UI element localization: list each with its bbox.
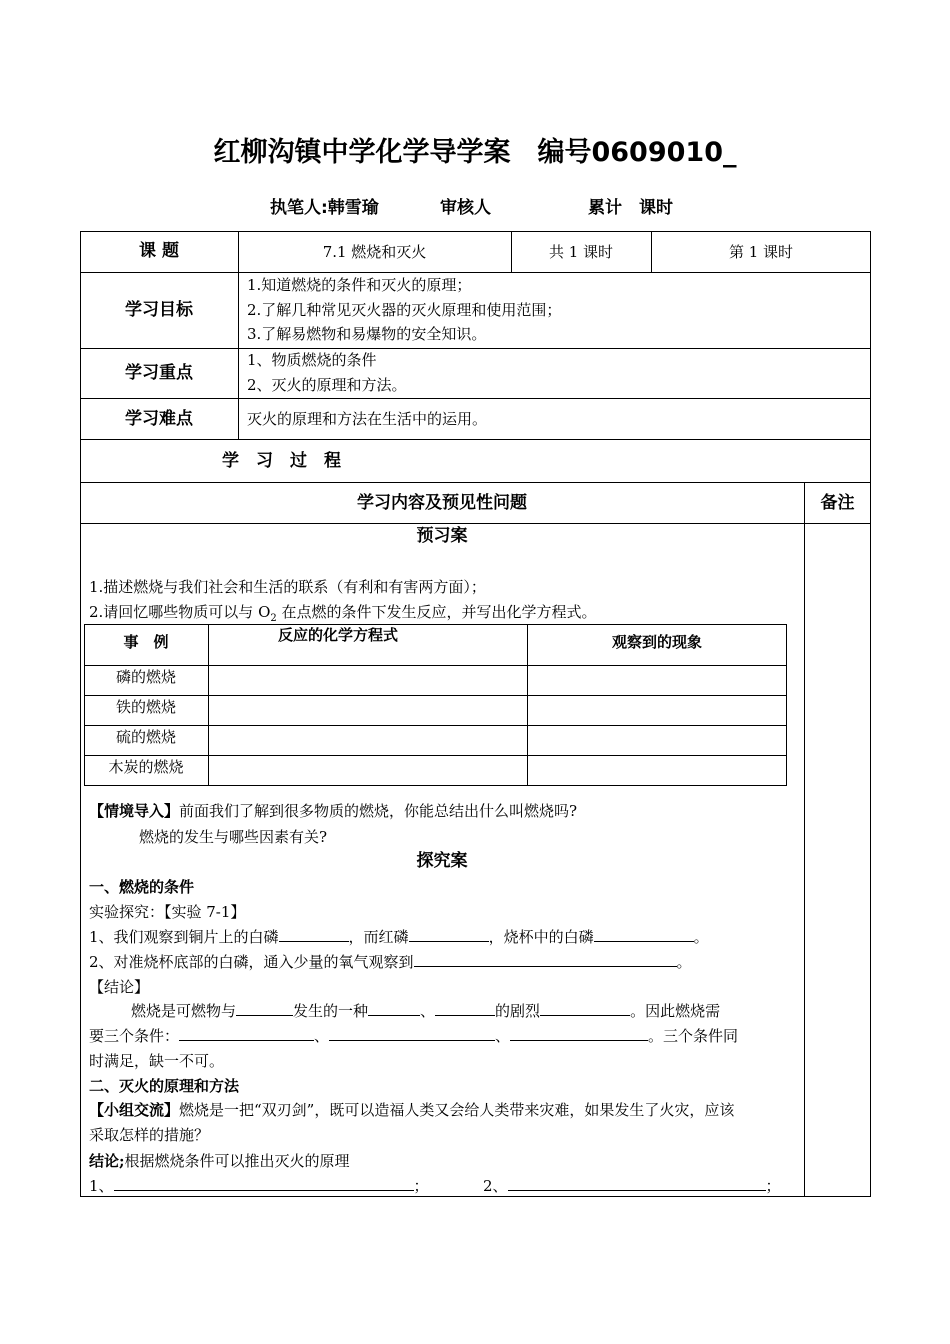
reviewer: 审核人 <box>440 198 491 218</box>
observation-line-1 <box>89 926 709 947</box>
reaction-col-divider <box>208 624 209 786</box>
text: ； <box>413 1177 429 1195</box>
page-title: 红柳沟镇中学化学导学案 编号0609010_ <box>213 137 737 168</box>
q2-text-a: 2.请回忆哪些物质可以与 O <box>89 603 271 621</box>
col-divider <box>804 482 805 1197</box>
text: 发生的一种 <box>293 1002 369 1020</box>
conclusion-label: 【结论】 <box>89 978 150 996</box>
q2-text-b: 在点燃的条件下发生反应，并写出化学方程式。 <box>276 603 597 621</box>
reaction-header-equation: 反应的化学方程式 <box>277 626 398 644</box>
reaction-row-label: 硫的燃烧 <box>115 728 176 746</box>
text: 。 <box>676 953 692 971</box>
conclusion-line-1 <box>131 1000 720 1021</box>
result-text: 根据燃烧条件可以推出灭火的原理 <box>124 1152 350 1170</box>
focus-item: 1、物质燃烧的条件 <box>247 351 377 369</box>
group-text: 燃烧是一把“双刃剑”，既可以造福人类又会给人类带来灾难，如果发生了火灾，应该 <box>179 1101 735 1119</box>
row-divider <box>80 482 871 483</box>
text: 燃烧是可燃物与 <box>131 1002 237 1020</box>
text: ； <box>765 1177 781 1195</box>
process-label: 学 习 过 程 <box>222 451 341 471</box>
answer-blank[interactable] <box>279 927 349 942</box>
text: 的剧烈 <box>495 1002 541 1020</box>
intro-text: 前面我们了解到很多物质的燃烧，你能总结出什么叫燃烧吗? <box>179 802 578 820</box>
answer-blank[interactable] <box>409 927 489 942</box>
topic-value: 7.1 燃烧和灭火 <box>322 243 427 261</box>
row-divider <box>80 398 871 399</box>
q2-subscript: 2 <box>270 613 277 624</box>
text: 、 <box>420 1002 436 1020</box>
result-line <box>89 1150 350 1171</box>
intro-label: 【情境导入】 <box>89 802 180 820</box>
row-divider <box>80 272 871 273</box>
text: 。三个条件同 <box>648 1027 739 1045</box>
section-1-heading: 一、燃烧的条件 <box>89 878 195 896</box>
text: 2、对准烧杯底部的白磷，通入少量的氧气观察到 <box>89 953 414 971</box>
answer-blank[interactable] <box>510 1026 648 1041</box>
explore-title: 探究案 <box>416 851 468 871</box>
text: 。 <box>693 928 709 946</box>
principle-line <box>89 1175 429 1196</box>
topic-label: 课 题 <box>139 241 179 261</box>
observation-line-2 <box>89 951 692 972</box>
author: 执笔人:韩雪瑜 <box>270 198 379 218</box>
goal-item: 2.了解几种常见灭火器的灭火原理和使用范围； <box>247 301 562 319</box>
preview-question-1: 1.描述燃烧与我们社会和生活的联系（有利和有害两方面）； <box>89 578 486 596</box>
intro-line-2: 燃烧的发生与哪些因素有关? <box>139 828 328 846</box>
reaction-header-observation: 观察到的现象 <box>611 633 702 651</box>
group-discussion-line <box>89 1099 734 1120</box>
group-discussion-line-2: 采取怎样的措施？ <box>89 1126 210 1144</box>
current-period: 第 1 课时 <box>728 243 794 261</box>
answer-blank[interactable] <box>508 1176 766 1191</box>
text: 1、 <box>89 1177 114 1195</box>
answer-blank[interactable] <box>594 927 694 942</box>
text: 2、 <box>483 1177 508 1195</box>
difficulty-label: 学习难点 <box>125 409 193 429</box>
answer-blank[interactable] <box>179 1026 314 1041</box>
preview-question-2 <box>89 601 597 624</box>
answer-blank[interactable] <box>329 1026 495 1041</box>
total-periods-label: 累计 课时 <box>588 198 673 218</box>
reaction-row-label: 铁的燃烧 <box>115 698 176 716</box>
row-divider <box>80 348 871 349</box>
reaction-row-label: 木炭的燃烧 <box>108 758 184 776</box>
focus-item: 2、灭火的原理和方法。 <box>247 376 407 394</box>
experiment-label: 实验探究：【实验 7-1】 <box>89 903 246 921</box>
answer-blank[interactable] <box>435 1001 495 1016</box>
answer-blank[interactable] <box>114 1176 414 1191</box>
conclusion-line-3: 时满足，缺一不可。 <box>89 1052 225 1070</box>
text: ，烧杯中的白磷 <box>488 928 594 946</box>
answer-blank[interactable] <box>540 1001 630 1016</box>
text: 、 <box>495 1027 511 1045</box>
result-label: 结论; <box>89 1152 125 1170</box>
principle-line-2 <box>483 1175 781 1196</box>
answer-blank[interactable] <box>414 952 677 967</box>
group-label: 【小组交流】 <box>89 1101 180 1119</box>
text: 要三个条件： <box>89 1027 180 1045</box>
content-header: 学习内容及预见性问题 <box>357 493 527 513</box>
intro-line <box>89 800 577 821</box>
text: 、 <box>314 1027 330 1045</box>
reaction-header-example: 事 例 <box>123 633 169 651</box>
goal-item: 1.知道燃烧的条件和灭火的原理； <box>247 276 472 294</box>
preview-title: 预习案 <box>416 526 468 546</box>
notes-header: 备注 <box>820 493 855 513</box>
text: 1、我们观察到铜片上的白磷 <box>89 928 279 946</box>
row-divider <box>80 439 871 440</box>
answer-blank[interactable] <box>236 1001 293 1016</box>
answer-blank[interactable] <box>368 1001 420 1016</box>
conclusion-line-2 <box>89 1025 738 1046</box>
total-periods: 共 1 课时 <box>548 243 614 261</box>
reaction-row-label: 磷的燃烧 <box>115 668 176 686</box>
goal-item: 3.了解易燃物和易爆物的安全知识。 <box>247 325 487 343</box>
goals-label: 学习目标 <box>125 300 193 320</box>
difficulty-value: 灭火的原理和方法在生活中的运用。 <box>247 410 488 428</box>
focus-label: 学习重点 <box>125 363 193 383</box>
text: ，而红磷 <box>348 928 409 946</box>
section-2-heading: 二、灭火的原理和方法 <box>89 1077 240 1095</box>
text: 。因此燃烧需 <box>630 1002 721 1020</box>
